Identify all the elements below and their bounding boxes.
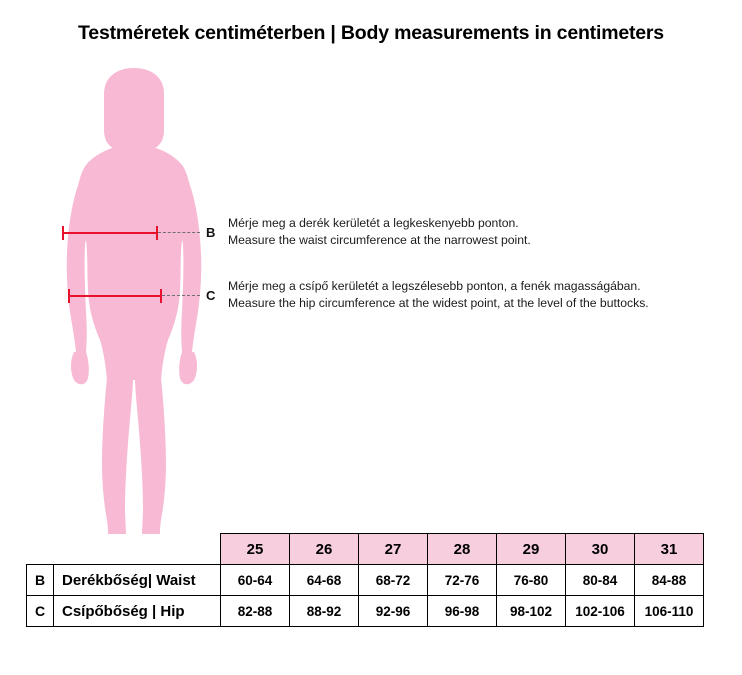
table-row bbox=[27, 565, 704, 596]
measurement-cell: 106-110 bbox=[635, 596, 704, 627]
size-header-cell: 31 bbox=[635, 534, 704, 565]
female-body-silhouette-icon bbox=[30, 68, 240, 538]
row-letter: B bbox=[27, 565, 54, 596]
hip-leader-line bbox=[162, 295, 200, 296]
measurement-cell: 98-102 bbox=[497, 596, 566, 627]
measurement-cell: 88-92 bbox=[290, 596, 359, 627]
measurement-cell: 96-98 bbox=[428, 596, 497, 627]
size-chart-table bbox=[26, 533, 704, 627]
row-letter: C bbox=[27, 596, 54, 627]
hip-measure-cap-right bbox=[160, 289, 162, 303]
waist-leader-line bbox=[158, 232, 200, 233]
table-row bbox=[27, 596, 704, 627]
size-header-cell: 28 bbox=[428, 534, 497, 565]
table-corner-blank-letter bbox=[27, 534, 54, 565]
size-header-cell: 26 bbox=[290, 534, 359, 565]
body-silhouette-figure bbox=[30, 68, 240, 538]
waist-callout-hu: Mérje meg a derék kerületét a legkeskenyebb ponton. bbox=[228, 216, 519, 230]
measurement-cell: 60-64 bbox=[221, 565, 290, 596]
hip-marker-letter: C bbox=[206, 288, 216, 303]
size-header-cell: 29 bbox=[497, 534, 566, 565]
table-corner-blank-name bbox=[54, 534, 221, 565]
row-label: Csípőbőség | Hip bbox=[54, 596, 221, 627]
row-label: Derékbőség| Waist bbox=[54, 565, 221, 596]
waist-callout bbox=[228, 215, 531, 248]
measurement-cell: 84-88 bbox=[635, 565, 704, 596]
measurement-cell: 76-80 bbox=[497, 565, 566, 596]
table-header-row bbox=[27, 534, 704, 565]
measurement-cell: 68-72 bbox=[359, 565, 428, 596]
measurement-cell: 64-68 bbox=[290, 565, 359, 596]
size-header-cell: 25 bbox=[221, 534, 290, 565]
page-title: Testméretek centiméterben | Body measurements in centimeters bbox=[78, 22, 664, 44]
measurement-cell: 80-84 bbox=[566, 565, 635, 596]
hip-callout-en: Measure the hip circumference at the widest point, at the level of the buttocks. bbox=[228, 295, 649, 310]
measurement-cell: 102-106 bbox=[566, 596, 635, 627]
measurement-cell: 92-96 bbox=[359, 596, 428, 627]
hip-measure-cap-left bbox=[68, 289, 70, 303]
size-header-cell: 27 bbox=[359, 534, 428, 565]
waist-measure-cap-left bbox=[62, 226, 64, 240]
hip-measure-line bbox=[68, 295, 162, 297]
waist-callout-en: Measure the waist circumference at the narrowest point. bbox=[228, 232, 531, 247]
waist-measure-line bbox=[62, 232, 158, 234]
hip-callout bbox=[228, 278, 649, 311]
waist-measure-cap-right bbox=[156, 226, 158, 240]
size-header-cell: 30 bbox=[566, 534, 635, 565]
measurement-cell: 82-88 bbox=[221, 596, 290, 627]
hip-callout-hu: Mérje meg a csípő kerületét a legszélesebb ponton, a fenék magasságában. bbox=[228, 279, 641, 293]
waist-marker-letter: B bbox=[206, 225, 216, 240]
measurement-cell: 72-76 bbox=[428, 565, 497, 596]
